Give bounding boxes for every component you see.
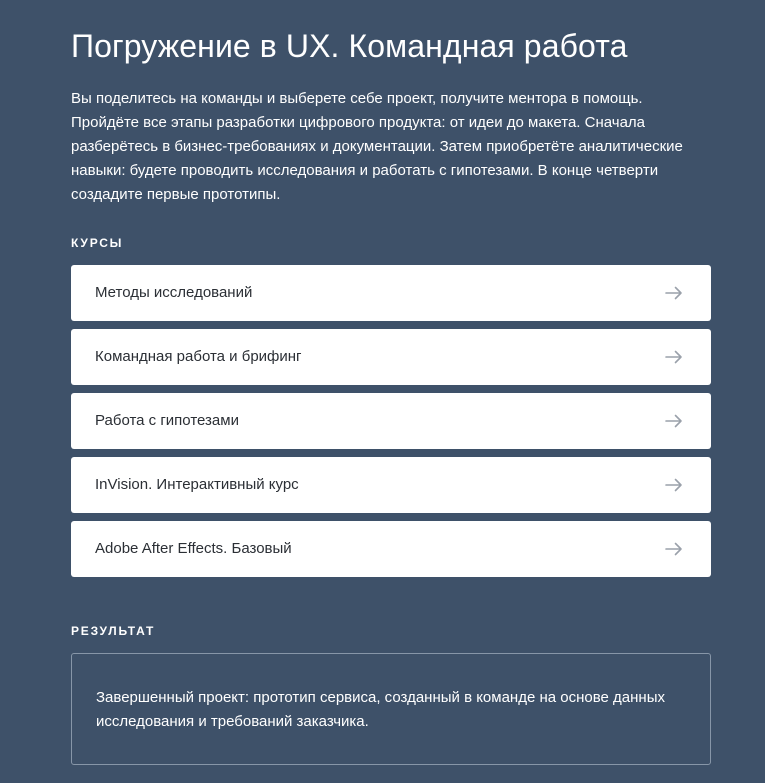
course-item-hypotheses[interactable] (71, 393, 711, 449)
result-heading: РЕЗУЛЬТАТ (71, 624, 156, 638)
arrow-right-icon (665, 350, 683, 364)
intro-text: Вы поделитесь на команды и выберете себе проект, получите ментора в помощь. Пройдёте все этапы разработки цифрового продукта: от идеи до макета. Сначала разберётесь в бизнес-требованиях и документации. Затем приобретёте аналитические навыки: будете проводить исследования и работать с гипотезами. В конце четверти создадите первые прототипы. (71, 90, 683, 203)
course-item-research-methods[interactable] (71, 265, 711, 321)
course-item-after-effects[interactable] (71, 521, 711, 577)
course-label: Работа с гипотезами (95, 412, 239, 429)
course-label: InVision. Интерактивный курс (95, 476, 299, 493)
course-item-teamwork-briefing[interactable] (71, 329, 711, 385)
course-item-invision[interactable] (71, 457, 711, 513)
courses-heading: КУРСЫ (71, 236, 124, 250)
page-title: Погружение в UX. Командная работа (71, 28, 628, 64)
arrow-right-icon (665, 286, 683, 300)
course-label: Командная работа и брифинг (95, 348, 302, 365)
arrow-right-icon (665, 478, 683, 492)
result-text: Завершенный проект: прототип сервиса, созданный в команде на основе данных исследования и требований заказчика. (96, 689, 665, 730)
arrow-right-icon (665, 414, 683, 428)
arrow-right-icon (665, 542, 683, 556)
course-list (71, 265, 711, 585)
result-box (71, 653, 711, 765)
course-label: Adobe After Effects. Базовый (95, 540, 292, 557)
course-label: Методы исследований (95, 284, 253, 301)
